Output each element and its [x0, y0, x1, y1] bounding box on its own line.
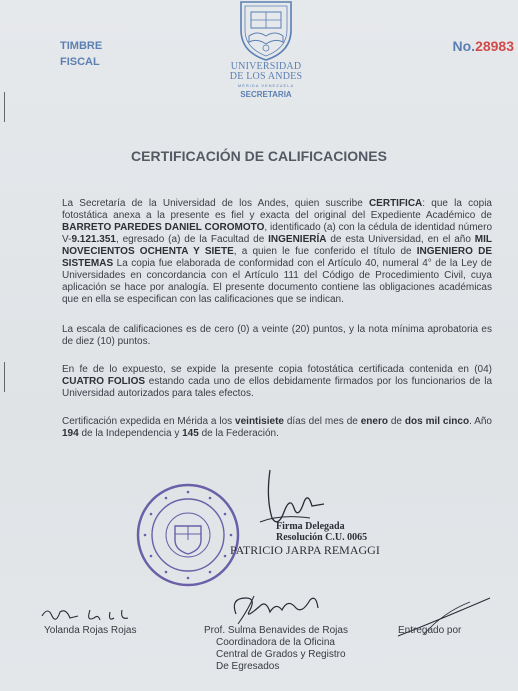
coordinator-office: Central de Grados y Registro [216, 649, 346, 660]
timbre-line-2: FISCAL [60, 56, 100, 68]
timbre-line-1: TIMBRE [60, 40, 103, 52]
serial-value: 28983 [475, 38, 514, 54]
p4-text-3: de [387, 416, 405, 427]
p1-bold-certifica: CERTIFICA [368, 198, 423, 209]
university-logo [224, 0, 308, 112]
signatory-title: Firma Delegada [276, 521, 345, 532]
yolanda-signature-icon [40, 604, 136, 626]
p1-text-4: , egresado (a) de la Facultad de [115, 234, 269, 245]
grading-scale-paragraph: La escala de calificaciones es de cero (0) a veinte (20) puntos, y la nota mínima aprobatoria es de diez (10) puntos. [62, 324, 492, 347]
p3-text-1: En fe de lo expuesto, se expide la presente copia fotostática certificada contenida en (04) [62, 364, 492, 375]
p1-text-2: : que la copia fotostática anexa a la presente es fiel y exacta del original del Expediente Académico de [62, 198, 492, 221]
p4-text-2: días del mes de [283, 416, 361, 427]
logo-department: SECRETARIA [240, 90, 292, 99]
logo-line-2: DE LOS ANDES [229, 71, 303, 82]
signatory-resolution: Resolución C.U. 0065 [276, 532, 368, 543]
p1-bold-id: 9.121.351 [71, 234, 116, 245]
signatory-block [230, 521, 460, 556]
p4-text-1: Certificación expedida en Mérida a los [62, 416, 236, 427]
p4-text-4: . Año [469, 416, 492, 427]
coordinator-name: Prof. Sulma Benavides de Rojas [204, 625, 348, 636]
p3-bold-folios: CUATRO FOLIOS [62, 376, 146, 387]
p4-bold-day: veintisiete [235, 416, 284, 427]
margin-mark [4, 92, 11, 122]
p1-bold-name: BARRETO PAREDES DANIEL COROMOTO [62, 222, 265, 233]
p4-bold-month: enero [360, 416, 388, 427]
logo-motto: MÉRIDA VENEZUELA [237, 83, 295, 88]
issuance-paragraph [62, 416, 492, 440]
document-title: CERTIFICACIÓN DE CALIFICACIONES [131, 148, 387, 164]
p3-text-2: estando cada uno de ellos debidamente firmados por los funcionarios de la Universidad autorizados para tales efectos. [62, 376, 492, 399]
p1-text-1: La Secretaría de la Universidad de los Andes, quien suscribe [62, 198, 369, 209]
coordinator-block [204, 625, 348, 673]
delivered-by-label: Entregado por [398, 625, 462, 636]
logo-line-1: UNIVERSIDAD [230, 61, 302, 72]
margin-mark [4, 362, 11, 392]
p1-text-5: de esta Universidad, en el año [326, 234, 475, 245]
p4-bold-independence: 194 [62, 428, 79, 439]
coordinator-signature-icon [226, 590, 336, 626]
p4-bold-year: dos mil cinco [404, 416, 470, 427]
coordinator-role: Coordinadora de la Oficina [216, 637, 335, 648]
p1-bold-year: MIL NOVECIENTOS OCHENTA Y SIETE [62, 234, 492, 257]
p1-text-6: , a quien le fue conferido el título de [233, 246, 417, 257]
signatory-name: PATRICIO JARPA REMAGGI [230, 543, 380, 557]
folios-paragraph [62, 364, 492, 400]
p4-text-6: de la Federación. [198, 428, 279, 439]
serial-number [453, 38, 515, 54]
p4-text-5: de la Independencia y [78, 428, 183, 439]
left-signer-name: Yolanda Rojas Rojas [44, 625, 137, 636]
p4-bold-federation: 145 [182, 428, 199, 439]
p1-text-7: La copia fue elaborada de conformidad con el Artículo 40, numeral 4° de la Ley de Universidades en concordancia con el Artículo 111 del Código de Procedimiento Civil, cuya aplicación se hace por analogía. El presente documento contiene las obligaciones académicas que en ella se especifican con las calificaciones que se indican. [62, 258, 492, 305]
secretaria-seal-icon [135, 482, 241, 588]
fiscal-stamp-label [60, 38, 102, 70]
p1-bold-faculty: INGENIERÍA [268, 234, 327, 245]
p1-text-3: , identificado (a) con la cédula de identidad número V- [62, 222, 493, 245]
p1-bold-degree: INGENIERO DE SISTEMAS [62, 246, 492, 269]
coordinator-office-cont: De Egresados [216, 661, 280, 672]
serial-prefix: No. [452, 38, 476, 54]
university-crest-icon [237, 0, 295, 62]
certification-paragraph [62, 198, 492, 306]
